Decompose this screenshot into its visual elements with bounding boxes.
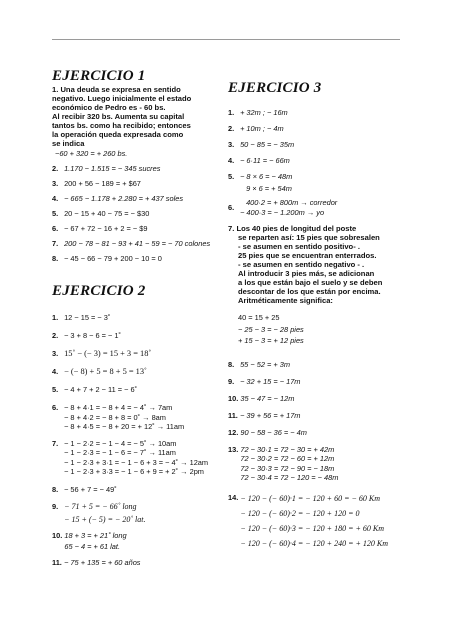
left-column: [52, 68, 220, 567]
list-item: [228, 124, 408, 133]
item-line: − 56 + 7 = − 49˚: [64, 484, 117, 494]
item-number: 5.: [228, 172, 235, 181]
item-lines: [64, 531, 126, 552]
item-number: 9.: [52, 501, 59, 511]
item-number: 4.: [228, 156, 235, 165]
item-line: 400·2 = + 800m → corredor: [246, 198, 338, 207]
problem-7-math: [238, 313, 408, 346]
item-line: − 1 − 2·3 + 3·3 = − 1 − 6 + 9 = + 2˚ → 2pm: [64, 467, 204, 476]
item-expression: 200 + 56 − 189 = + $67: [64, 179, 141, 188]
list-item: [228, 493, 408, 549]
list-item: [52, 403, 220, 432]
item-line: − 15 + (− 5) = − 20˚ lat.: [64, 515, 146, 524]
problem-line: 25 pies que se encuentran enterrados.: [238, 251, 377, 260]
problem-line: a los que están bajo el suelo y se deben: [238, 278, 383, 287]
item-lines: [64, 502, 145, 525]
list-item: [52, 531, 220, 552]
item-line: 12 − 15 = − 3˚: [64, 313, 111, 322]
item-line: 65 − 4 = + 61 lat.: [64, 542, 121, 551]
item-line: 35 − 47 = − 12m: [240, 393, 295, 403]
item-line: − 6·11 = − 66m: [240, 156, 290, 165]
item-lines: [64, 403, 184, 432]
list-item: [228, 411, 408, 420]
item-number: 5.: [52, 385, 59, 394]
list-item: [52, 254, 220, 263]
item-line: 9 × 6 = + 54m: [246, 183, 292, 193]
item-expression: − 45 − 66 − 79 + 200 − 10 = 0: [64, 254, 162, 263]
item-line: 15˚ − (− 3) = 15 + 3 = 18˚: [64, 349, 152, 358]
item-expression: − 665 − 1.178 + 2.280 = + 437 soles: [64, 194, 184, 203]
item-number: 9.: [228, 376, 235, 386]
item-number: 8.: [52, 254, 59, 263]
item-line: 50 − 85 = − 35m: [240, 140, 295, 149]
list-item: [228, 445, 408, 483]
item-line: − 3 + 8 − 6 = − 1˚: [64, 331, 121, 340]
item-line: − 8 × 6 = − 48m: [240, 172, 293, 181]
ejercicio-1-answer: −60 + 320 = + 260 bs.: [55, 149, 128, 158]
item-number: 11.: [52, 557, 62, 567]
list-item: [52, 239, 220, 248]
list-item: [228, 172, 408, 193]
list-item: [228, 108, 408, 117]
list-item: [52, 313, 220, 322]
item-number: 7.: [52, 239, 59, 248]
item-number: 5.: [52, 209, 59, 218]
item-line: − 1 − 2·3 + 3·1 = − 1 − 6 + 3 = − 4˚ → 12am: [64, 457, 209, 467]
item-number: 1.: [228, 108, 235, 117]
list-item: [228, 428, 408, 437]
list-item: [52, 385, 220, 394]
item-expression: 1.170 − 1.515 = − 345 sucres: [64, 164, 161, 173]
list-item: [52, 558, 220, 567]
list-item: [52, 209, 220, 218]
item-line: − 75 + 135 = + 60 años: [64, 557, 141, 567]
item-line: 72 − 30·4 = 72 − 120 = − 48m: [240, 473, 339, 482]
list-item: [52, 224, 220, 233]
list-item: [52, 179, 220, 188]
list-item: [52, 439, 220, 477]
problem-line: descontar de los que están por encima.: [238, 287, 381, 296]
item-number: 4.: [52, 367, 59, 376]
item-line: − 120 − (− 60)·4 = − 120 + 240 = + 120 Km: [240, 538, 388, 548]
list-item: [228, 198, 408, 217]
problem-line: - se asumen en sentido positivo- .: [238, 242, 360, 251]
list-item: [228, 377, 408, 386]
list-item: [52, 485, 220, 494]
item-line: 72 − 30·2 = 72 − 60 = + 12m: [240, 454, 335, 463]
list-item: [52, 164, 220, 173]
list-item: [228, 360, 408, 369]
item-line: − 400·3 = − 1.200m → yo: [240, 207, 325, 217]
ejercicio-1-title: EJERCICIO 1: [52, 68, 146, 84]
problem-line: Aritméticamente significa:: [238, 296, 333, 305]
item-expression: 20 − 15 + 40 − 75 = − $30: [64, 209, 150, 218]
item-number: 13.: [228, 444, 239, 454]
problem-line: 7. Los 40 pies de longitud del poste: [228, 224, 357, 233]
list-item: [228, 394, 408, 403]
item-number: 4.: [52, 194, 59, 203]
item-line: − 8 + 4·2 = − 8 + 8 = 0˚ → 8am: [64, 412, 166, 422]
item-lines: [240, 445, 338, 483]
ejercicio-3-title: EJERCICIO 3: [228, 80, 322, 96]
problem-line: Al introducir 3 pies más, se adicionan: [238, 269, 375, 278]
item-expression: 200 − 78 − 81 − 93 + 41 − 59 = − 70 colones: [64, 239, 211, 248]
item-number: 12.: [228, 427, 239, 437]
item-number: 8.: [228, 359, 235, 369]
item-expression: − 67 + 72 − 16 + 2 = − $9: [64, 224, 148, 233]
item-number: 10.: [52, 530, 63, 540]
item-line: 72 − 30·3 = 72 − 90 = − 18m: [240, 463, 335, 473]
item-number: 6.: [52, 224, 59, 233]
item-number: 2.: [228, 124, 235, 133]
list-item: [52, 194, 220, 203]
item-line: − 120 − (− 60)·2 = − 120 + 120 = 0: [240, 508, 360, 518]
right-column: [228, 80, 408, 549]
item-number: 6.: [228, 203, 235, 212]
problem-line: se reparten así: 15 pies que sobresalen: [238, 233, 380, 242]
problem-line: económico de Pedro es - 60 bs.: [52, 103, 166, 112]
problem-line: 1. Una deuda se expresa en sentido: [52, 85, 181, 94]
item-line: 55 − 52 = + 3m: [240, 359, 290, 369]
math-line: 40 = 15 + 25: [238, 313, 280, 322]
item-number: 3.: [52, 349, 59, 358]
ejercicio-3-problem-7: [228, 224, 408, 305]
problem-line: negativo. Luego inicialmente el estado: [52, 94, 192, 103]
problem-line: - se asumen en sentido negativo - .: [238, 260, 365, 269]
item-line: − 8 + 4·1 = − 8 + 4 = − 4˚ → 7am: [64, 403, 173, 412]
item-number: 3.: [52, 179, 59, 188]
item-line: − (− 8) + 5 = 8 + 5 = 13˚: [64, 367, 147, 376]
list-item: [52, 502, 220, 525]
list-item: [52, 331, 220, 340]
item-line: − 120 − (− 60)·1 = − 120 + 60 = − 60 Km: [240, 493, 380, 503]
item-number: 14.: [228, 492, 239, 502]
problem-line: tantos bs. como ha recibido; entonces: [52, 121, 191, 130]
item-line: 18 + 3 = + 21˚ long: [64, 530, 127, 540]
problem-line: se indica: [52, 139, 85, 148]
item-lines: [240, 172, 292, 193]
item-line: − 8 + 4·5 = − 8 + 20 = + 12˚ → 11am: [64, 422, 185, 431]
item-number: 10.: [228, 393, 239, 403]
item-number: 7.: [52, 438, 59, 448]
item-number: 2.: [52, 331, 59, 340]
item-line: − 71 + 5 = − 66˚ long: [64, 501, 137, 511]
ejercicio-2-title: EJERCICIO 2: [52, 283, 146, 299]
item-number: 6.: [52, 403, 59, 412]
item-line: 72 − 30·1 = 72 − 30 = + 42m: [240, 444, 335, 454]
item-number: 11.: [228, 410, 238, 420]
ejercicio-1-problem: [52, 85, 220, 148]
math-line: − 25 − 3 = − 28 pies: [238, 324, 304, 334]
item-line: − 1 − 2·3 = − 1 − 6 = − 7˚ → 11am: [64, 448, 176, 457]
item-lines: [64, 439, 208, 477]
problem-line: la operación queda expresada como: [52, 130, 184, 139]
item-number: 3.: [228, 140, 235, 149]
item-line: − 32 + 15 = − 17m: [240, 376, 301, 386]
item-line: − 4 + 7 + 2 − 11 = − 6˚: [64, 385, 138, 394]
item-number: 8.: [52, 484, 59, 494]
item-line: − 1 − 2·2 = − 1 − 4 = − 5˚ → 10am: [64, 438, 177, 448]
item-number: 1.: [52, 313, 59, 322]
item-line: + 10m ; − 4m: [240, 124, 284, 133]
list-item: [52, 349, 220, 358]
item-line: − 120 − (− 60)·3 = − 120 + 180 = + 60 Km: [240, 523, 384, 533]
list-item: [52, 367, 220, 376]
item-line: 90 − 58 − 36 = − 4m: [240, 427, 307, 437]
item-line: − 39 + 56 = + 17m: [240, 410, 301, 420]
problem-line: Al recibir 320 bs. Aumenta su capital: [52, 112, 185, 121]
list-item: [228, 156, 408, 165]
item-number: 2.: [52, 164, 59, 173]
item-line: + 32m ; − 16m: [240, 108, 288, 117]
math-line: + 15 − 3 = + 12 pies: [238, 336, 304, 345]
item-lines: [240, 493, 388, 549]
list-item: [228, 140, 408, 149]
item-lines: [240, 198, 337, 217]
top-rule: [52, 39, 400, 40]
